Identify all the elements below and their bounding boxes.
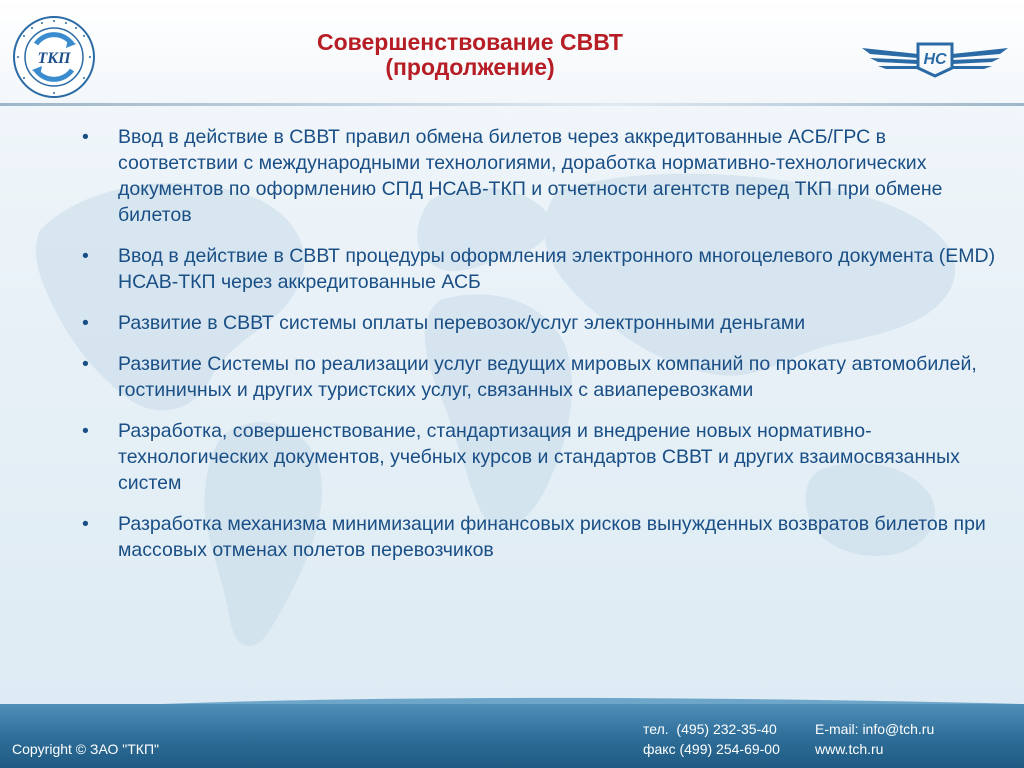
slide-title-line2: (продолжение) xyxy=(385,54,555,80)
bullet-text: Развитие Системы по реализации услуг ведущих мировых компаний по прокату автомобилей, гостиничных и других туристских услуг, связанных с авиаперевозками xyxy=(118,353,977,401)
tkp-logo xyxy=(6,14,102,100)
copyright-text: Copyright © ЗАО "ТКП" xyxy=(12,741,159,757)
bullet-marker: • xyxy=(82,245,89,267)
bullet-item xyxy=(82,310,1002,336)
bullet-text: Ввод в действие в СВВТ процедуры оформления электронного многоцелевого документа (EMD) НСАВ-ТКП через аккредитованные АСБ xyxy=(118,245,996,293)
bullet-item xyxy=(82,243,1002,295)
bullet-list xyxy=(82,124,1002,578)
phone-text: тел. (495) 232-35-40 xyxy=(643,721,777,737)
bullet-text: Разработка механизма минимизации финансовых рисков вынужденных возвратов билетов при массовых отменах полетов перевозчиков xyxy=(118,513,986,561)
slide-title-line1: Совершенствование СВВТ xyxy=(317,29,623,55)
fax-text: факс (499) 254-69-00 xyxy=(643,741,780,757)
bullet-text: Ввод в действие в СВВТ правил обмена билетов через аккредитованные АСБ/ГРС в соответствии с международными технологиями, доработка нормативно-технологических документов по оформлению СПД НСАВ-ТКП и отчетности агентств перед ТКП при обмене билетов xyxy=(118,126,943,226)
bullet-item xyxy=(82,351,1002,403)
bullet-marker: • xyxy=(82,513,89,535)
bullet-marker: • xyxy=(82,420,89,442)
bullet-marker: • xyxy=(82,312,89,334)
tkp-logo-text: ТКП xyxy=(37,50,71,67)
bullet-item xyxy=(82,418,1002,496)
railway-emblem-text: НС xyxy=(923,51,947,68)
bullet-marker: • xyxy=(82,126,89,148)
bullet-item xyxy=(82,511,1002,563)
email-link[interactable]: E-mail: info@tch.ru xyxy=(815,721,935,737)
bullet-item xyxy=(82,124,1002,228)
header-divider xyxy=(0,103,1024,106)
bullet-text: Развитие в СВВТ системы оплаты перевозок/услуг электронными деньгами xyxy=(118,312,806,334)
railway-emblem-logo xyxy=(860,38,1010,78)
website-link[interactable]: www.tch.ru xyxy=(815,741,884,757)
slide-title xyxy=(250,30,690,80)
bullet-marker: • xyxy=(82,353,89,375)
bullet-text: Разработка, совершенствование, стандартизация и внедрение новых нормативно-технологических документов, учебных курсов и стандартов СВВТ и других взаимосвязанных систем xyxy=(118,420,960,494)
